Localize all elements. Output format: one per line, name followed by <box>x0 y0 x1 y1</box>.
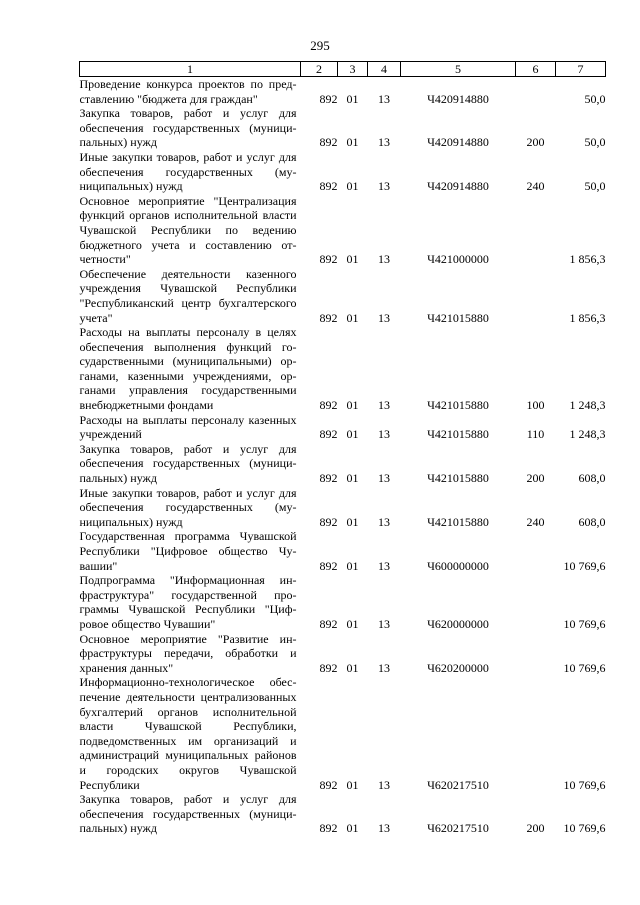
row-target-article-cell: Ч620217510 <box>427 777 489 792</box>
row-code-cell: 892 <box>319 471 338 486</box>
row-name-cell: Закупка товаров, работ и услуг для обеспечения государственных (муниципальных) нужд <box>79 106 297 150</box>
row-code-cell: 892 <box>319 558 338 573</box>
table-row <box>80 413 606 442</box>
row-subsection-cell: 13 <box>378 514 390 529</box>
column-header: 4 <box>368 62 401 77</box>
row-subsection-cell: 13 <box>378 660 390 675</box>
row-target-article-cell: Ч420914880 <box>427 135 489 150</box>
row-section-cell: 01 <box>346 514 359 529</box>
row-expense-type-cell: 240 <box>526 514 545 529</box>
table-row <box>80 529 606 573</box>
table-row <box>80 675 606 792</box>
column-header: 2 <box>301 62 338 77</box>
row-expense-type-cell <box>516 77 556 107</box>
row-code-cell: 892 <box>319 660 338 675</box>
row-subsection-cell: 13 <box>378 471 390 486</box>
row-subsection-cell: 13 <box>378 777 390 792</box>
row-section-cell: 01 <box>346 427 359 442</box>
row-code-cell: 892 <box>319 398 338 413</box>
row-section-cell: 01 <box>346 310 359 325</box>
row-amount-cell: 50,0 <box>584 135 606 150</box>
row-expense-type-cell <box>516 267 556 325</box>
row-target-article-cell: Ч620000000 <box>427 616 489 631</box>
row-code-cell: 892 <box>319 616 338 631</box>
row-amount-cell: 10 769,6 <box>563 660 606 675</box>
row-expense-type-cell: 100 <box>526 398 545 413</box>
row-name-cell: Основное мероприятие "Централизация функций органов исполнительной власти Чувашской Республики по ведению бюджетного учета и составлению отчетности" <box>79 193 297 267</box>
row-expense-type-cell: 200 <box>526 471 545 486</box>
row-target-article-cell: Ч620217510 <box>427 821 489 836</box>
row-subsection-cell: 13 <box>378 310 390 325</box>
row-subsection-cell: 13 <box>378 616 390 631</box>
table-row <box>80 194 606 267</box>
row-expense-type-cell: 240 <box>526 179 545 194</box>
table-row <box>80 325 606 413</box>
row-amount-cell: 10 769,6 <box>563 616 606 631</box>
row-name-cell: Информационно-технологическое обеспечение деятельности централизованных бухгалтерий органов исполнительной власти Чувашской Республики, подведомственных им организаций и администраций муниципальных районов и городских округов Чувашской Республики <box>79 675 297 792</box>
row-amount-cell: 10 769,6 <box>563 777 606 792</box>
row-amount-cell: 1 248,3 <box>569 427 606 442</box>
row-expense-type-cell <box>516 194 556 267</box>
column-header: 7 <box>556 62 606 77</box>
row-section-cell: 01 <box>346 821 359 836</box>
row-section-cell: 01 <box>346 558 359 573</box>
column-header: 6 <box>516 62 556 77</box>
table-row <box>80 442 606 486</box>
row-code-cell: 892 <box>319 310 338 325</box>
row-target-article-cell: Ч421015880 <box>427 310 489 325</box>
row-subsection-cell: 13 <box>378 821 390 836</box>
row-code-cell: 892 <box>319 777 338 792</box>
row-target-article-cell: Ч421015880 <box>427 427 489 442</box>
row-subsection-cell: 13 <box>378 135 390 150</box>
table-row <box>80 150 606 194</box>
row-subsection-cell: 13 <box>378 179 390 194</box>
row-amount-cell: 50,0 <box>584 91 606 106</box>
row-code-cell: 892 <box>319 821 338 836</box>
row-section-cell: 01 <box>346 135 359 150</box>
row-name-cell: Расходы на выплаты персоналу в целях обеспечения выполнения функций государственными (муниципальными) органами, казенными учреждениями, органами управления государственными внебюджетными фондами <box>79 325 297 413</box>
row-section-cell: 01 <box>346 398 359 413</box>
column-header: 5 <box>401 62 516 77</box>
column-header: 1 <box>80 62 301 77</box>
row-subsection-cell: 13 <box>378 91 390 106</box>
row-name-cell: Иные закупки товаров, работ и услуг для обеспечения государственных (муниципальных) нужд <box>79 485 297 529</box>
page-number: 295 <box>310 38 330 53</box>
row-section-cell: 01 <box>346 252 359 267</box>
row-target-article-cell: Ч420914880 <box>427 91 489 106</box>
column-header: 3 <box>338 62 368 77</box>
row-expense-type-cell <box>516 529 556 573</box>
table-header-row <box>80 62 606 77</box>
row-expense-type-cell: 200 <box>526 135 545 150</box>
row-amount-cell: 1 856,3 <box>569 310 606 325</box>
row-expense-type-cell: 110 <box>526 427 545 442</box>
row-amount-cell: 608,0 <box>578 514 606 529</box>
row-section-cell: 01 <box>346 660 359 675</box>
row-name-cell: Подпрограмма "Информационная инфраструктура" государственной программы Чувашской Республики "Цифровое общество Чувашии" <box>79 573 297 631</box>
table-body <box>80 77 606 836</box>
row-name-cell: Основное мероприятие "Развитие инфраструктуры передачи, обработки и хранения данных" <box>79 631 297 675</box>
row-name-cell: Обеспечение деятельности казенного учреждения Чувашской Республики "Республиканский центр бухгалтерского учета" <box>79 266 297 325</box>
row-subsection-cell: 13 <box>378 558 390 573</box>
table-row <box>80 486 606 530</box>
row-target-article-cell: Ч420914880 <box>427 179 489 194</box>
row-section-cell: 01 <box>346 91 359 106</box>
budget-table <box>79 61 606 836</box>
row-amount-cell: 50,0 <box>584 179 606 194</box>
row-name-cell: Проведение конкурса проектов по представлению "бюджета для граждан" <box>79 77 297 106</box>
row-code-cell: 892 <box>319 514 338 529</box>
table-row <box>80 267 606 325</box>
table-row <box>80 106 606 150</box>
row-code-cell: 892 <box>319 252 338 267</box>
row-section-cell: 01 <box>346 777 359 792</box>
row-expense-type-cell <box>516 632 556 676</box>
row-amount-cell: 10 769,6 <box>563 821 606 836</box>
row-name-cell: Государственная программа Чувашской Республики "Цифровое общество Чувашии" <box>79 529 297 573</box>
row-section-cell: 01 <box>346 471 359 486</box>
row-amount-cell: 1 856,3 <box>569 252 606 267</box>
row-target-article-cell: Ч421015880 <box>427 471 489 486</box>
table-row <box>80 573 606 631</box>
row-target-article-cell: Ч421015880 <box>427 514 489 529</box>
row-expense-type-cell: 200 <box>526 821 545 836</box>
row-name-cell: Иные закупки товаров, работ и услуг для обеспечения государственных (муниципальных) нужд <box>79 149 297 194</box>
row-name-cell: Закупка товаров, работ и услуг для обеспечения государственных (муниципальных) нужд <box>79 441 297 486</box>
row-subsection-cell: 13 <box>378 398 390 413</box>
row-target-article-cell: Ч600000000 <box>427 558 489 573</box>
row-name-cell: Расходы на выплаты персоналу казенных учреждений <box>79 412 297 442</box>
row-section-cell: 01 <box>346 179 359 194</box>
row-expense-type-cell <box>516 675 556 792</box>
row-code-cell: 892 <box>319 179 338 194</box>
row-name-cell: Закупка товаров, работ и услуг для обеспечения государственных (муниципальных) нужд <box>79 792 297 836</box>
row-target-article-cell: Ч421015880 <box>427 398 489 413</box>
row-code-cell: 892 <box>319 135 338 150</box>
row-amount-cell: 10 769,6 <box>563 558 606 573</box>
row-subsection-cell: 13 <box>378 252 390 267</box>
table-row <box>80 792 606 836</box>
row-target-article-cell: Ч421000000 <box>427 252 489 267</box>
row-expense-type-cell <box>516 573 556 631</box>
row-amount-cell: 608,0 <box>578 471 606 486</box>
table-row <box>80 632 606 676</box>
row-code-cell: 892 <box>319 427 338 442</box>
row-subsection-cell: 13 <box>378 427 390 442</box>
row-section-cell: 01 <box>346 616 359 631</box>
table-row <box>80 77 606 107</box>
row-code-cell: 892 <box>319 91 338 106</box>
row-amount-cell: 1 248,3 <box>569 398 606 413</box>
row-target-article-cell: Ч620200000 <box>427 660 489 675</box>
